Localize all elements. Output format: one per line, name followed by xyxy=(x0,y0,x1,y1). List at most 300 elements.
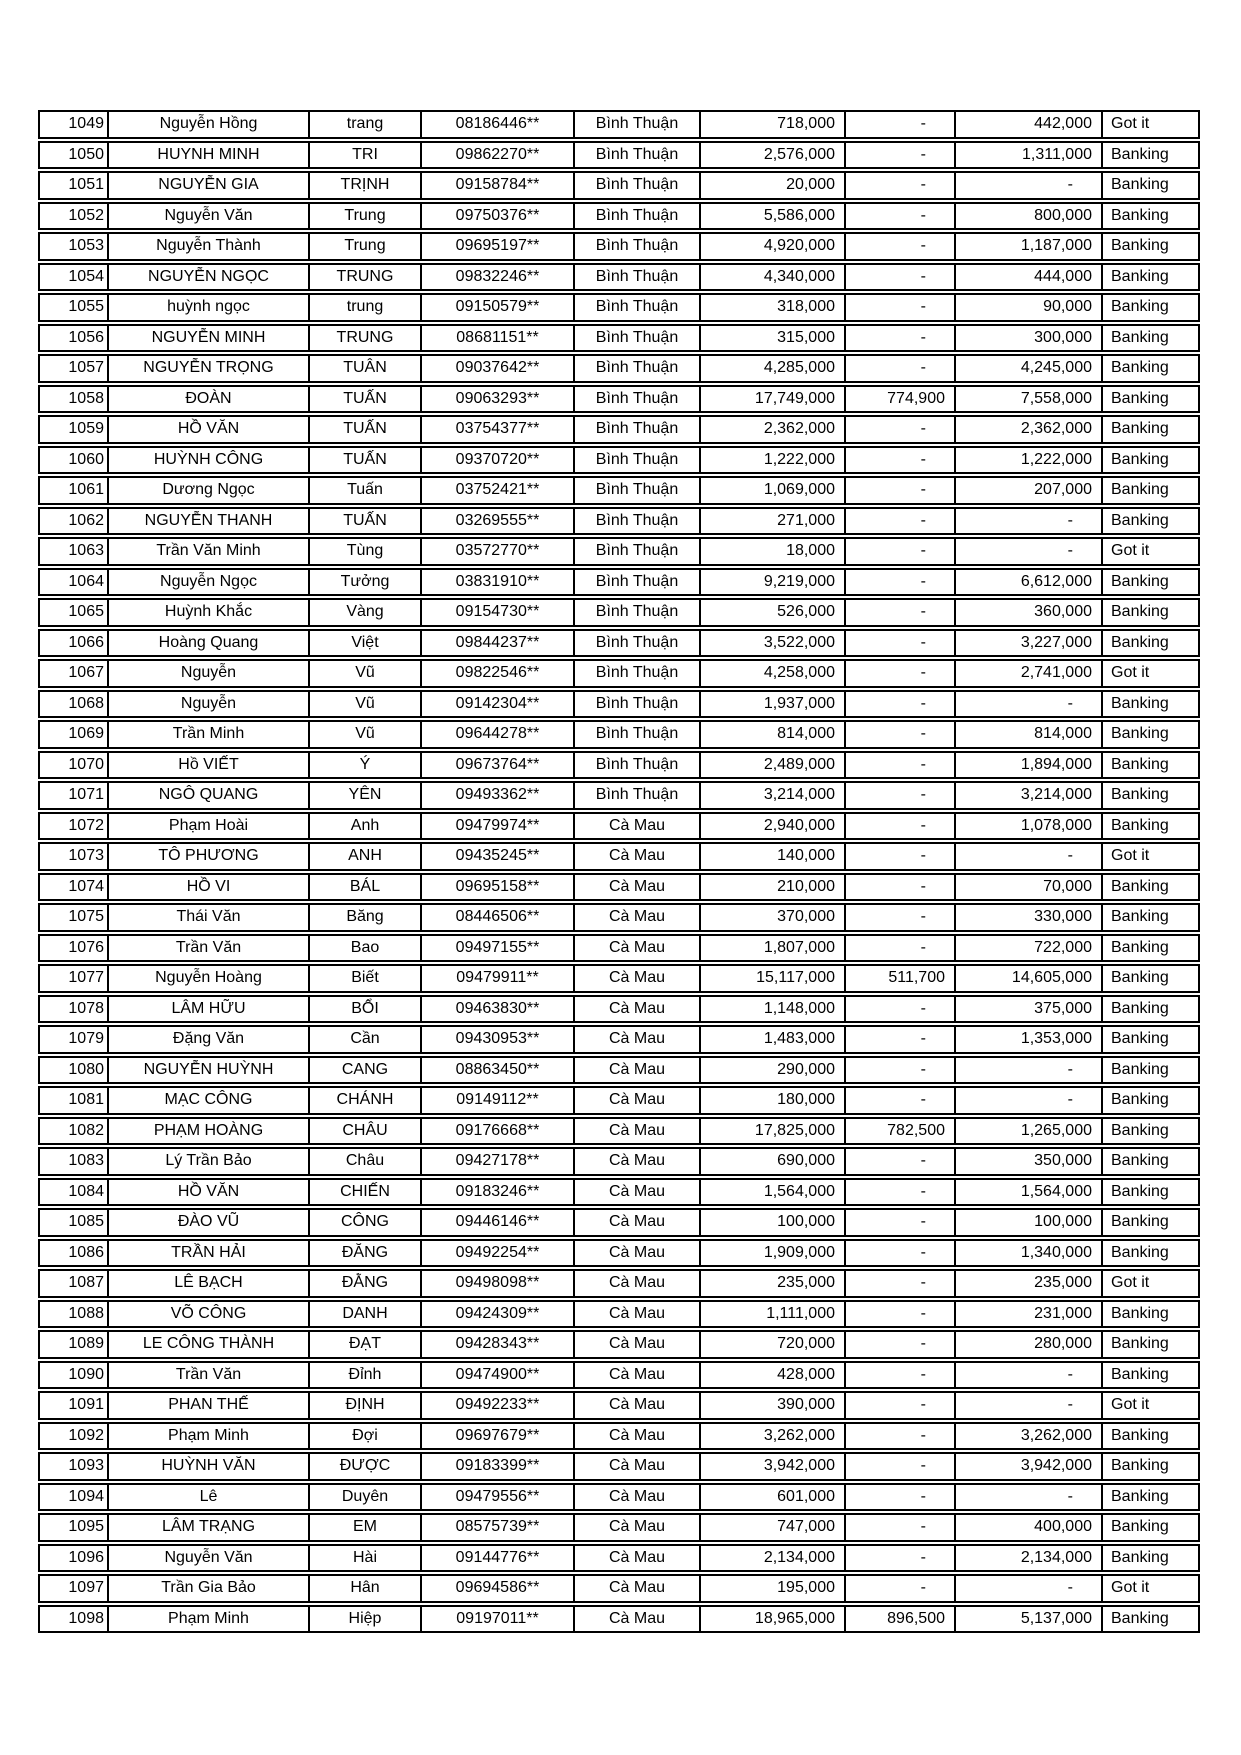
cell-amount-mid: - xyxy=(846,448,956,473)
cell-amount-paid: 1,340,000 xyxy=(956,1241,1103,1266)
table-row xyxy=(38,1605,1200,1634)
cell-first-name: Trần Minh xyxy=(109,722,310,747)
cell-last-name: Bao xyxy=(310,936,422,961)
cell-first-name: Nguyễn xyxy=(109,692,310,717)
cell-amount-mid: - xyxy=(846,1149,956,1174)
cell-amount-paid: 231,000 xyxy=(956,1302,1103,1327)
cell-amount-main: 2,576,000 xyxy=(701,143,846,168)
cell-status: Banking xyxy=(1111,1182,1169,1200)
cell-province: Cà Mau xyxy=(575,1393,701,1418)
cell-amount-mid: - xyxy=(846,112,956,137)
cell-status: Banking xyxy=(1111,755,1169,773)
cell-amount-main: 601,000 xyxy=(701,1485,846,1510)
cell-last-name: ĐĂNG xyxy=(310,1241,422,1266)
cell-phone-masked: 09697679** xyxy=(422,1424,575,1449)
cell-row-id: 1095 xyxy=(40,1515,109,1540)
cell-first-name: Trần Văn xyxy=(109,936,310,961)
cell-amount-mid: - xyxy=(846,1546,956,1571)
cell-phone-masked: 09479911** xyxy=(422,966,575,991)
cell-phone-masked: 09428343** xyxy=(422,1332,575,1357)
cell-amount-mid: - xyxy=(846,875,956,900)
cell-phone-masked: 08575739** xyxy=(422,1515,575,1540)
cell-first-name: HUỲNH CÔNG xyxy=(109,448,310,473)
cell-amount-main: 140,000 xyxy=(701,844,846,869)
cell-province: Bình Thuận xyxy=(575,600,701,625)
table-row xyxy=(38,781,1200,810)
cell-amount-main: 1,069,000 xyxy=(701,478,846,503)
cell-first-name: Nguyễn Văn xyxy=(109,204,310,229)
cell-amount-main: 390,000 xyxy=(701,1393,846,1418)
cell-row-id: 1058 xyxy=(40,387,109,412)
cell-amount-mid: - xyxy=(846,234,956,259)
cell-last-name: TRUNG xyxy=(310,326,422,351)
cell-amount-main: 720,000 xyxy=(701,1332,846,1357)
cell-first-name: NGÔ QUANG xyxy=(109,783,310,808)
cell-amount-paid: - xyxy=(956,1363,1103,1388)
cell-amount-mid: - xyxy=(846,509,956,534)
cell-province: Cà Mau xyxy=(575,1424,701,1449)
cell-row-id: 1060 xyxy=(40,448,109,473)
cell-phone-masked: 09832246** xyxy=(422,265,575,290)
cell-amount-paid: 1,078,000 xyxy=(956,814,1103,839)
cell-phone-masked: 09673764** xyxy=(422,753,575,778)
cell-status: Banking xyxy=(1111,786,1169,804)
cell-amount-mid: - xyxy=(846,1454,956,1479)
table-row xyxy=(38,1178,1200,1207)
cell-amount-paid: 14,605,000 xyxy=(956,966,1103,991)
cell-amount-paid: - xyxy=(956,692,1103,717)
cell-status: Banking xyxy=(1111,1487,1169,1505)
cell-amount-paid: 1,187,000 xyxy=(956,234,1103,259)
cell-last-name: Băng xyxy=(310,905,422,930)
cell-phone-masked: 08681151** xyxy=(422,326,575,351)
cell-amount-mid: - xyxy=(846,722,956,747)
cell-province: Bình Thuận xyxy=(575,509,701,534)
cell-status: Banking xyxy=(1111,389,1169,407)
cell-amount-mid: - xyxy=(846,173,956,198)
cell-province: Bình Thuận xyxy=(575,356,701,381)
table-row xyxy=(38,1391,1200,1420)
cell-amount-paid: - xyxy=(956,1485,1103,1510)
table-row xyxy=(38,171,1200,200)
cell-amount-mid: - xyxy=(846,783,956,808)
table-row xyxy=(38,1483,1200,1512)
cell-status: Banking xyxy=(1111,1152,1169,1170)
cell-row-id: 1073 xyxy=(40,844,109,869)
cell-row-id: 1053 xyxy=(40,234,109,259)
cell-last-name: Châu xyxy=(310,1149,422,1174)
cell-row-id: 1057 xyxy=(40,356,109,381)
cell-amount-main: 428,000 xyxy=(701,1363,846,1388)
cell-first-name: Đặng Văn xyxy=(109,1027,310,1052)
cell-row-id: 1051 xyxy=(40,173,109,198)
cell-first-name: ĐÀO VŨ xyxy=(109,1210,310,1235)
cell-status: Banking xyxy=(1111,1457,1169,1475)
cell-amount-paid: 330,000 xyxy=(956,905,1103,930)
cell-amount-mid: - xyxy=(846,1576,956,1601)
cell-amount-mid: - xyxy=(846,1241,956,1266)
cell-phone-masked: 03831910** xyxy=(422,570,575,595)
cell-province: Bình Thuận xyxy=(575,448,701,473)
cell-row-id: 1082 xyxy=(40,1119,109,1144)
cell-amount-mid: - xyxy=(846,1271,956,1296)
table-row xyxy=(38,1117,1200,1146)
cell-province: Bình Thuận xyxy=(575,478,701,503)
cell-amount-mid: - xyxy=(846,1027,956,1052)
cell-phone-masked: 09183399** xyxy=(422,1454,575,1479)
cell-first-name: Trần Gia Bảo xyxy=(109,1576,310,1601)
cell-amount-main: 4,920,000 xyxy=(701,234,846,259)
cell-first-name: LE CÔNG THÀNH xyxy=(109,1332,310,1357)
cell-status: Banking xyxy=(1111,1365,1169,1383)
cell-amount-main: 814,000 xyxy=(701,722,846,747)
cell-row-id: 1066 xyxy=(40,631,109,656)
cell-amount-paid: 280,000 xyxy=(956,1332,1103,1357)
cell-phone-masked: 09142304** xyxy=(422,692,575,717)
cell-province: Cà Mau xyxy=(575,1271,701,1296)
cell-last-name: Vũ xyxy=(310,661,422,686)
cell-last-name: Hiệp xyxy=(310,1607,422,1632)
cell-province: Bình Thuận xyxy=(575,387,701,412)
cell-first-name: HUỲNH VĂN xyxy=(109,1454,310,1479)
cell-amount-mid: - xyxy=(846,1332,956,1357)
cell-first-name: Huỳnh Khắc xyxy=(109,600,310,625)
cell-first-name: HỒ VI xyxy=(109,875,310,900)
cell-row-id: 1074 xyxy=(40,875,109,900)
cell-amount-paid: 70,000 xyxy=(956,875,1103,900)
table-row xyxy=(38,202,1200,231)
cell-province: Cà Mau xyxy=(575,1180,701,1205)
cell-first-name: Phạm Minh xyxy=(109,1424,310,1449)
cell-province: Bình Thuận xyxy=(575,417,701,442)
cell-row-id: 1070 xyxy=(40,753,109,778)
cell-row-id: 1085 xyxy=(40,1210,109,1235)
cell-amount-paid: 350,000 xyxy=(956,1149,1103,1174)
table-row xyxy=(38,751,1200,780)
cell-first-name: huỳnh ngọc xyxy=(109,295,310,320)
cell-row-id: 1050 xyxy=(40,143,109,168)
cell-amount-mid: - xyxy=(846,631,956,656)
cell-row-id: 1065 xyxy=(40,600,109,625)
table-row xyxy=(38,659,1200,688)
cell-row-id: 1072 xyxy=(40,814,109,839)
cell-status: Got it xyxy=(1111,1274,1150,1292)
cell-amount-paid: 3,942,000 xyxy=(956,1454,1103,1479)
cell-province: Bình Thuận xyxy=(575,173,701,198)
cell-last-name: TUẤN xyxy=(310,417,422,442)
cell-province: Cà Mau xyxy=(575,1576,701,1601)
cell-last-name: Tuấn xyxy=(310,478,422,503)
cell-last-name: EM xyxy=(310,1515,422,1540)
cell-phone-masked: 08186446** xyxy=(422,112,575,137)
cell-phone-masked: 09822546** xyxy=(422,661,575,686)
cell-amount-main: 290,000 xyxy=(701,1058,846,1083)
cell-province: Cà Mau xyxy=(575,1149,701,1174)
cell-amount-main: 5,586,000 xyxy=(701,204,846,229)
cell-province: Cà Mau xyxy=(575,1454,701,1479)
cell-first-name: Dương Ngọc xyxy=(109,478,310,503)
cell-first-name: TÔ PHƯƠNG xyxy=(109,844,310,869)
cell-amount-mid: - xyxy=(846,1058,956,1083)
cell-amount-main: 18,965,000 xyxy=(701,1607,846,1632)
cell-row-id: 1097 xyxy=(40,1576,109,1601)
cell-amount-mid: - xyxy=(846,478,956,503)
cell-last-name: Vũ xyxy=(310,722,422,747)
cell-row-id: 1098 xyxy=(40,1607,109,1632)
cell-last-name: ĐỊNH xyxy=(310,1393,422,1418)
cell-amount-main: 1,148,000 xyxy=(701,997,846,1022)
cell-status: Banking xyxy=(1111,450,1169,468)
cell-amount-main: 1,222,000 xyxy=(701,448,846,473)
cell-status: Banking xyxy=(1111,572,1169,590)
cell-amount-paid: 400,000 xyxy=(956,1515,1103,1540)
cell-amount-main: 526,000 xyxy=(701,600,846,625)
cell-last-name: YÊN xyxy=(310,783,422,808)
cell-status: Banking xyxy=(1111,1335,1169,1353)
cell-phone-masked: 09197011** xyxy=(422,1607,575,1632)
cell-last-name: BỔI xyxy=(310,997,422,1022)
cell-status: Banking xyxy=(1111,633,1169,651)
cell-phone-masked: 03572770** xyxy=(422,539,575,564)
cell-status: Got it xyxy=(1111,1396,1150,1414)
cell-status: Got it xyxy=(1111,115,1150,133)
table-row xyxy=(38,964,1200,993)
cell-status: Got it xyxy=(1111,847,1150,865)
cell-status: Banking xyxy=(1111,877,1169,895)
cell-last-name: TUẤN xyxy=(310,387,422,412)
cell-province: Bình Thuận xyxy=(575,570,701,595)
table-row xyxy=(38,1452,1200,1481)
cell-province: Bình Thuận xyxy=(575,234,701,259)
cell-amount-main: 318,000 xyxy=(701,295,846,320)
cell-first-name: Trần Văn xyxy=(109,1363,310,1388)
cell-status: Banking xyxy=(1111,328,1169,346)
cell-row-id: 1077 xyxy=(40,966,109,991)
table-row xyxy=(38,415,1200,444)
cell-amount-paid: - xyxy=(956,1393,1103,1418)
cell-phone-masked: 09427178** xyxy=(422,1149,575,1174)
cell-status: Banking xyxy=(1111,969,1169,987)
cell-phone-masked: 09695197** xyxy=(422,234,575,259)
cell-amount-mid: - xyxy=(846,356,956,381)
cell-row-id: 1094 xyxy=(40,1485,109,1510)
table-row xyxy=(38,1330,1200,1359)
cell-amount-mid: - xyxy=(846,326,956,351)
table-row xyxy=(38,110,1200,139)
cell-phone-masked: 09862270** xyxy=(422,143,575,168)
cell-amount-main: 4,285,000 xyxy=(701,356,846,381)
cell-province: Cà Mau xyxy=(575,1332,701,1357)
cell-amount-mid: 511,700 xyxy=(846,966,956,991)
cell-phone-masked: 09694586** xyxy=(422,1576,575,1601)
cell-province: Cà Mau xyxy=(575,1088,701,1113)
records-table xyxy=(38,110,1200,1633)
cell-phone-masked: 09446146** xyxy=(422,1210,575,1235)
cell-amount-paid: 90,000 xyxy=(956,295,1103,320)
table-row xyxy=(38,934,1200,963)
cell-province: Bình Thuận xyxy=(575,783,701,808)
cell-amount-mid: - xyxy=(846,692,956,717)
cell-last-name: BÁL xyxy=(310,875,422,900)
cell-first-name: Nguyễn Ngọc xyxy=(109,570,310,595)
cell-first-name: HUYNH MINH xyxy=(109,143,310,168)
cell-last-name: ANH xyxy=(310,844,422,869)
cell-amount-main: 1,111,000 xyxy=(701,1302,846,1327)
cell-row-id: 1079 xyxy=(40,1027,109,1052)
cell-province: Bình Thuận xyxy=(575,753,701,778)
cell-amount-paid: 4,245,000 xyxy=(956,356,1103,381)
cell-first-name: VÕ CÔNG xyxy=(109,1302,310,1327)
table-row xyxy=(38,476,1200,505)
cell-amount-main: 2,134,000 xyxy=(701,1546,846,1571)
cell-status: Banking xyxy=(1111,816,1169,834)
cell-amount-paid: 1,894,000 xyxy=(956,753,1103,778)
cell-phone-masked: 09154730** xyxy=(422,600,575,625)
cell-status: Banking xyxy=(1111,481,1169,499)
cell-province: Cà Mau xyxy=(575,1363,701,1388)
table-row xyxy=(38,873,1200,902)
table-row xyxy=(38,842,1200,871)
cell-status: Banking xyxy=(1111,1121,1169,1139)
cell-amount-main: 15,117,000 xyxy=(701,966,846,991)
cell-amount-paid: - xyxy=(956,1058,1103,1083)
cell-phone-masked: 09144776** xyxy=(422,1546,575,1571)
cell-province: Bình Thuận xyxy=(575,204,701,229)
cell-first-name: MẠC CÔNG xyxy=(109,1088,310,1113)
cell-status: Banking xyxy=(1111,298,1169,316)
cell-row-id: 1078 xyxy=(40,997,109,1022)
cell-row-id: 1049 xyxy=(40,112,109,137)
table-row xyxy=(38,1056,1200,1085)
cell-province: Bình Thuận xyxy=(575,692,701,717)
cell-province: Bình Thuận xyxy=(575,326,701,351)
cell-province: Cà Mau xyxy=(575,997,701,1022)
cell-first-name: Phạm Minh xyxy=(109,1607,310,1632)
cell-province: Bình Thuận xyxy=(575,722,701,747)
cell-amount-mid: - xyxy=(846,1088,956,1113)
cell-status: Banking xyxy=(1111,725,1169,743)
cell-row-id: 1054 xyxy=(40,265,109,290)
cell-row-id: 1067 xyxy=(40,661,109,686)
cell-row-id: 1069 xyxy=(40,722,109,747)
cell-amount-paid: 1,222,000 xyxy=(956,448,1103,473)
cell-first-name: Lý Trần Bảo xyxy=(109,1149,310,1174)
cell-row-id: 1086 xyxy=(40,1241,109,1266)
cell-province: Cà Mau xyxy=(575,1546,701,1571)
cell-row-id: 1083 xyxy=(40,1149,109,1174)
cell-amount-mid: - xyxy=(846,753,956,778)
cell-amount-mid: - xyxy=(846,143,956,168)
cell-status: Banking xyxy=(1111,359,1169,377)
cell-province: Cà Mau xyxy=(575,814,701,839)
cell-province: Bình Thuận xyxy=(575,631,701,656)
cell-province: Bình Thuận xyxy=(575,112,701,137)
cell-phone-masked: 03269555** xyxy=(422,509,575,534)
table-row xyxy=(38,1422,1200,1451)
cell-amount-paid: 444,000 xyxy=(956,265,1103,290)
cell-first-name: NGUYỄN NGỌC xyxy=(109,265,310,290)
cell-amount-paid: 3,262,000 xyxy=(956,1424,1103,1449)
cell-amount-main: 370,000 xyxy=(701,905,846,930)
cell-status: Banking xyxy=(1111,1518,1169,1536)
cell-phone-masked: 09463830** xyxy=(422,997,575,1022)
cell-last-name: Anh xyxy=(310,814,422,839)
cell-status: Banking xyxy=(1111,511,1169,529)
cell-amount-main: 690,000 xyxy=(701,1149,846,1174)
cell-first-name: NGUYỄN GIA xyxy=(109,173,310,198)
cell-phone-masked: 08446506** xyxy=(422,905,575,930)
cell-status: Banking xyxy=(1111,1304,1169,1322)
cell-amount-main: 1,807,000 xyxy=(701,936,846,961)
cell-last-name: TUÂN xyxy=(310,356,422,381)
cell-status: Banking xyxy=(1111,938,1169,956)
cell-amount-paid: 2,134,000 xyxy=(956,1546,1103,1571)
cell-status: Banking xyxy=(1111,1060,1169,1078)
cell-amount-main: 235,000 xyxy=(701,1271,846,1296)
cell-row-id: 1064 xyxy=(40,570,109,595)
table-row xyxy=(38,1025,1200,1054)
cell-amount-main: 18,000 xyxy=(701,539,846,564)
cell-amount-main: 100,000 xyxy=(701,1210,846,1235)
table-row xyxy=(38,1239,1200,1268)
cell-last-name: DANH xyxy=(310,1302,422,1327)
cell-phone-masked: 09474900** xyxy=(422,1363,575,1388)
cell-row-id: 1063 xyxy=(40,539,109,564)
cell-amount-paid: - xyxy=(956,1576,1103,1601)
cell-amount-paid: 360,000 xyxy=(956,600,1103,625)
cell-phone-masked: 09644278** xyxy=(422,722,575,747)
cell-first-name: Nguyễn xyxy=(109,661,310,686)
cell-status: Banking xyxy=(1111,1426,1169,1444)
table-row xyxy=(38,1361,1200,1390)
cell-last-name: trung xyxy=(310,295,422,320)
cell-amount-mid: - xyxy=(846,1515,956,1540)
cell-status: Banking xyxy=(1111,237,1169,255)
cell-first-name: Phạm Hoài xyxy=(109,814,310,839)
cell-amount-main: 2,489,000 xyxy=(701,753,846,778)
cell-amount-mid: - xyxy=(846,905,956,930)
cell-first-name: Nguyễn Hoàng xyxy=(109,966,310,991)
cell-amount-main: 4,258,000 xyxy=(701,661,846,686)
cell-first-name: Nguyễn Hồng xyxy=(109,112,310,137)
cell-amount-paid: 800,000 xyxy=(956,204,1103,229)
cell-row-id: 1061 xyxy=(40,478,109,503)
cell-amount-paid: 5,137,000 xyxy=(956,1607,1103,1632)
cell-amount-mid: - xyxy=(846,417,956,442)
table-row xyxy=(38,1574,1200,1603)
cell-last-name: Duyên xyxy=(310,1485,422,1510)
table-row xyxy=(38,690,1200,719)
cell-first-name: HỒ VĂN xyxy=(109,417,310,442)
cell-status: Banking xyxy=(1111,1030,1169,1048)
cell-status: Banking xyxy=(1111,176,1169,194)
cell-amount-mid: - xyxy=(846,600,956,625)
table-row xyxy=(38,1300,1200,1329)
cell-amount-main: 17,825,000 xyxy=(701,1119,846,1144)
cell-amount-paid: 207,000 xyxy=(956,478,1103,503)
table-row xyxy=(38,1147,1200,1176)
cell-row-id: 1080 xyxy=(40,1058,109,1083)
cell-amount-mid: - xyxy=(846,1210,956,1235)
cell-first-name: ĐOÀN xyxy=(109,387,310,412)
table-row xyxy=(38,293,1200,322)
cell-amount-main: 1,564,000 xyxy=(701,1180,846,1205)
cell-last-name: CHÂU xyxy=(310,1119,422,1144)
cell-province: Cà Mau xyxy=(575,1058,701,1083)
cell-first-name: NGUYỄN MINH xyxy=(109,326,310,351)
cell-row-id: 1055 xyxy=(40,295,109,320)
cell-status: Banking xyxy=(1111,908,1169,926)
